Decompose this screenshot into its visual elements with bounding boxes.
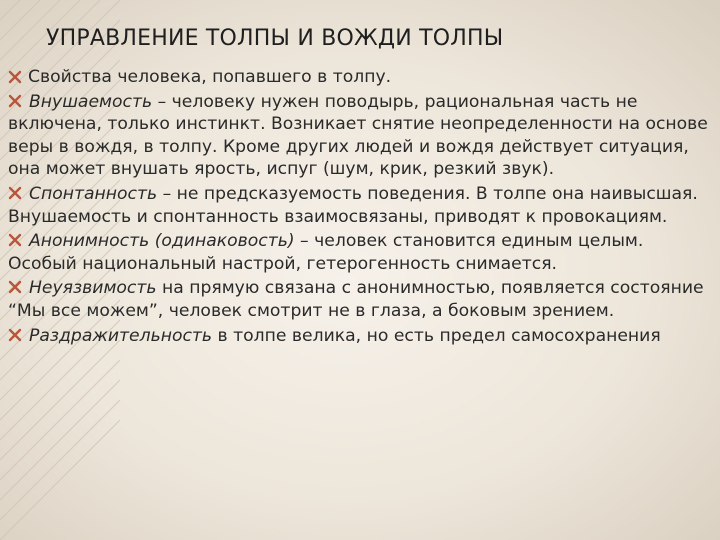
item-text: на прямую связана с анонимностью, появляется состояние “Мы все можем”, человек смотрит не в глаза, а боковым зрением. xyxy=(8,278,704,321)
item-text: в толпе велика, но есть предел самосохранения xyxy=(212,325,661,346)
item-term: Неуязвимость xyxy=(29,278,157,299)
x-mark-icon xyxy=(8,280,24,294)
list-item xyxy=(8,230,716,275)
x-mark-icon xyxy=(8,70,24,84)
item-text: – человек становится единым целым. Особый национальный настрой, гетерогенность снимается. xyxy=(8,231,644,274)
x-mark-icon xyxy=(8,233,24,247)
item-text: – человеку нужен поводырь, рациональная часть не включена, только инстинкт. Возникает снятие неопределенности на основе веры в вождя, в толпу. Кроме других людей и вождя действует ситуация, она может внушать ярость, испуг (шум, крик, резкий звук). xyxy=(8,91,708,180)
x-mark-icon xyxy=(8,94,24,108)
list-item xyxy=(8,66,716,89)
item-term: Раздражительность xyxy=(29,325,213,346)
x-mark-icon xyxy=(8,186,24,200)
item-text: Свойства человека, попавшего в толпу. xyxy=(28,67,392,87)
x-mark-icon xyxy=(8,328,24,342)
item-term: Анонимность (одинаковость) xyxy=(29,231,295,252)
slide-title: УПРАВЛЕНИЕ ТОЛПЫ И ВОЖДИ ТОЛПЫ xyxy=(46,26,504,51)
item-term: Внушаемость xyxy=(29,91,153,112)
item-text: – не предсказуемость поведения. В толпе она наивысшая. Внушаемость и спонтанность взаимосвязаны, приводят к провокациям. xyxy=(8,183,698,227)
list-item xyxy=(8,183,716,228)
list-item xyxy=(8,91,716,181)
item-term: Спонтанность xyxy=(29,183,158,204)
bullet-list xyxy=(8,66,716,349)
list-item xyxy=(8,325,716,348)
list-item xyxy=(8,277,716,322)
